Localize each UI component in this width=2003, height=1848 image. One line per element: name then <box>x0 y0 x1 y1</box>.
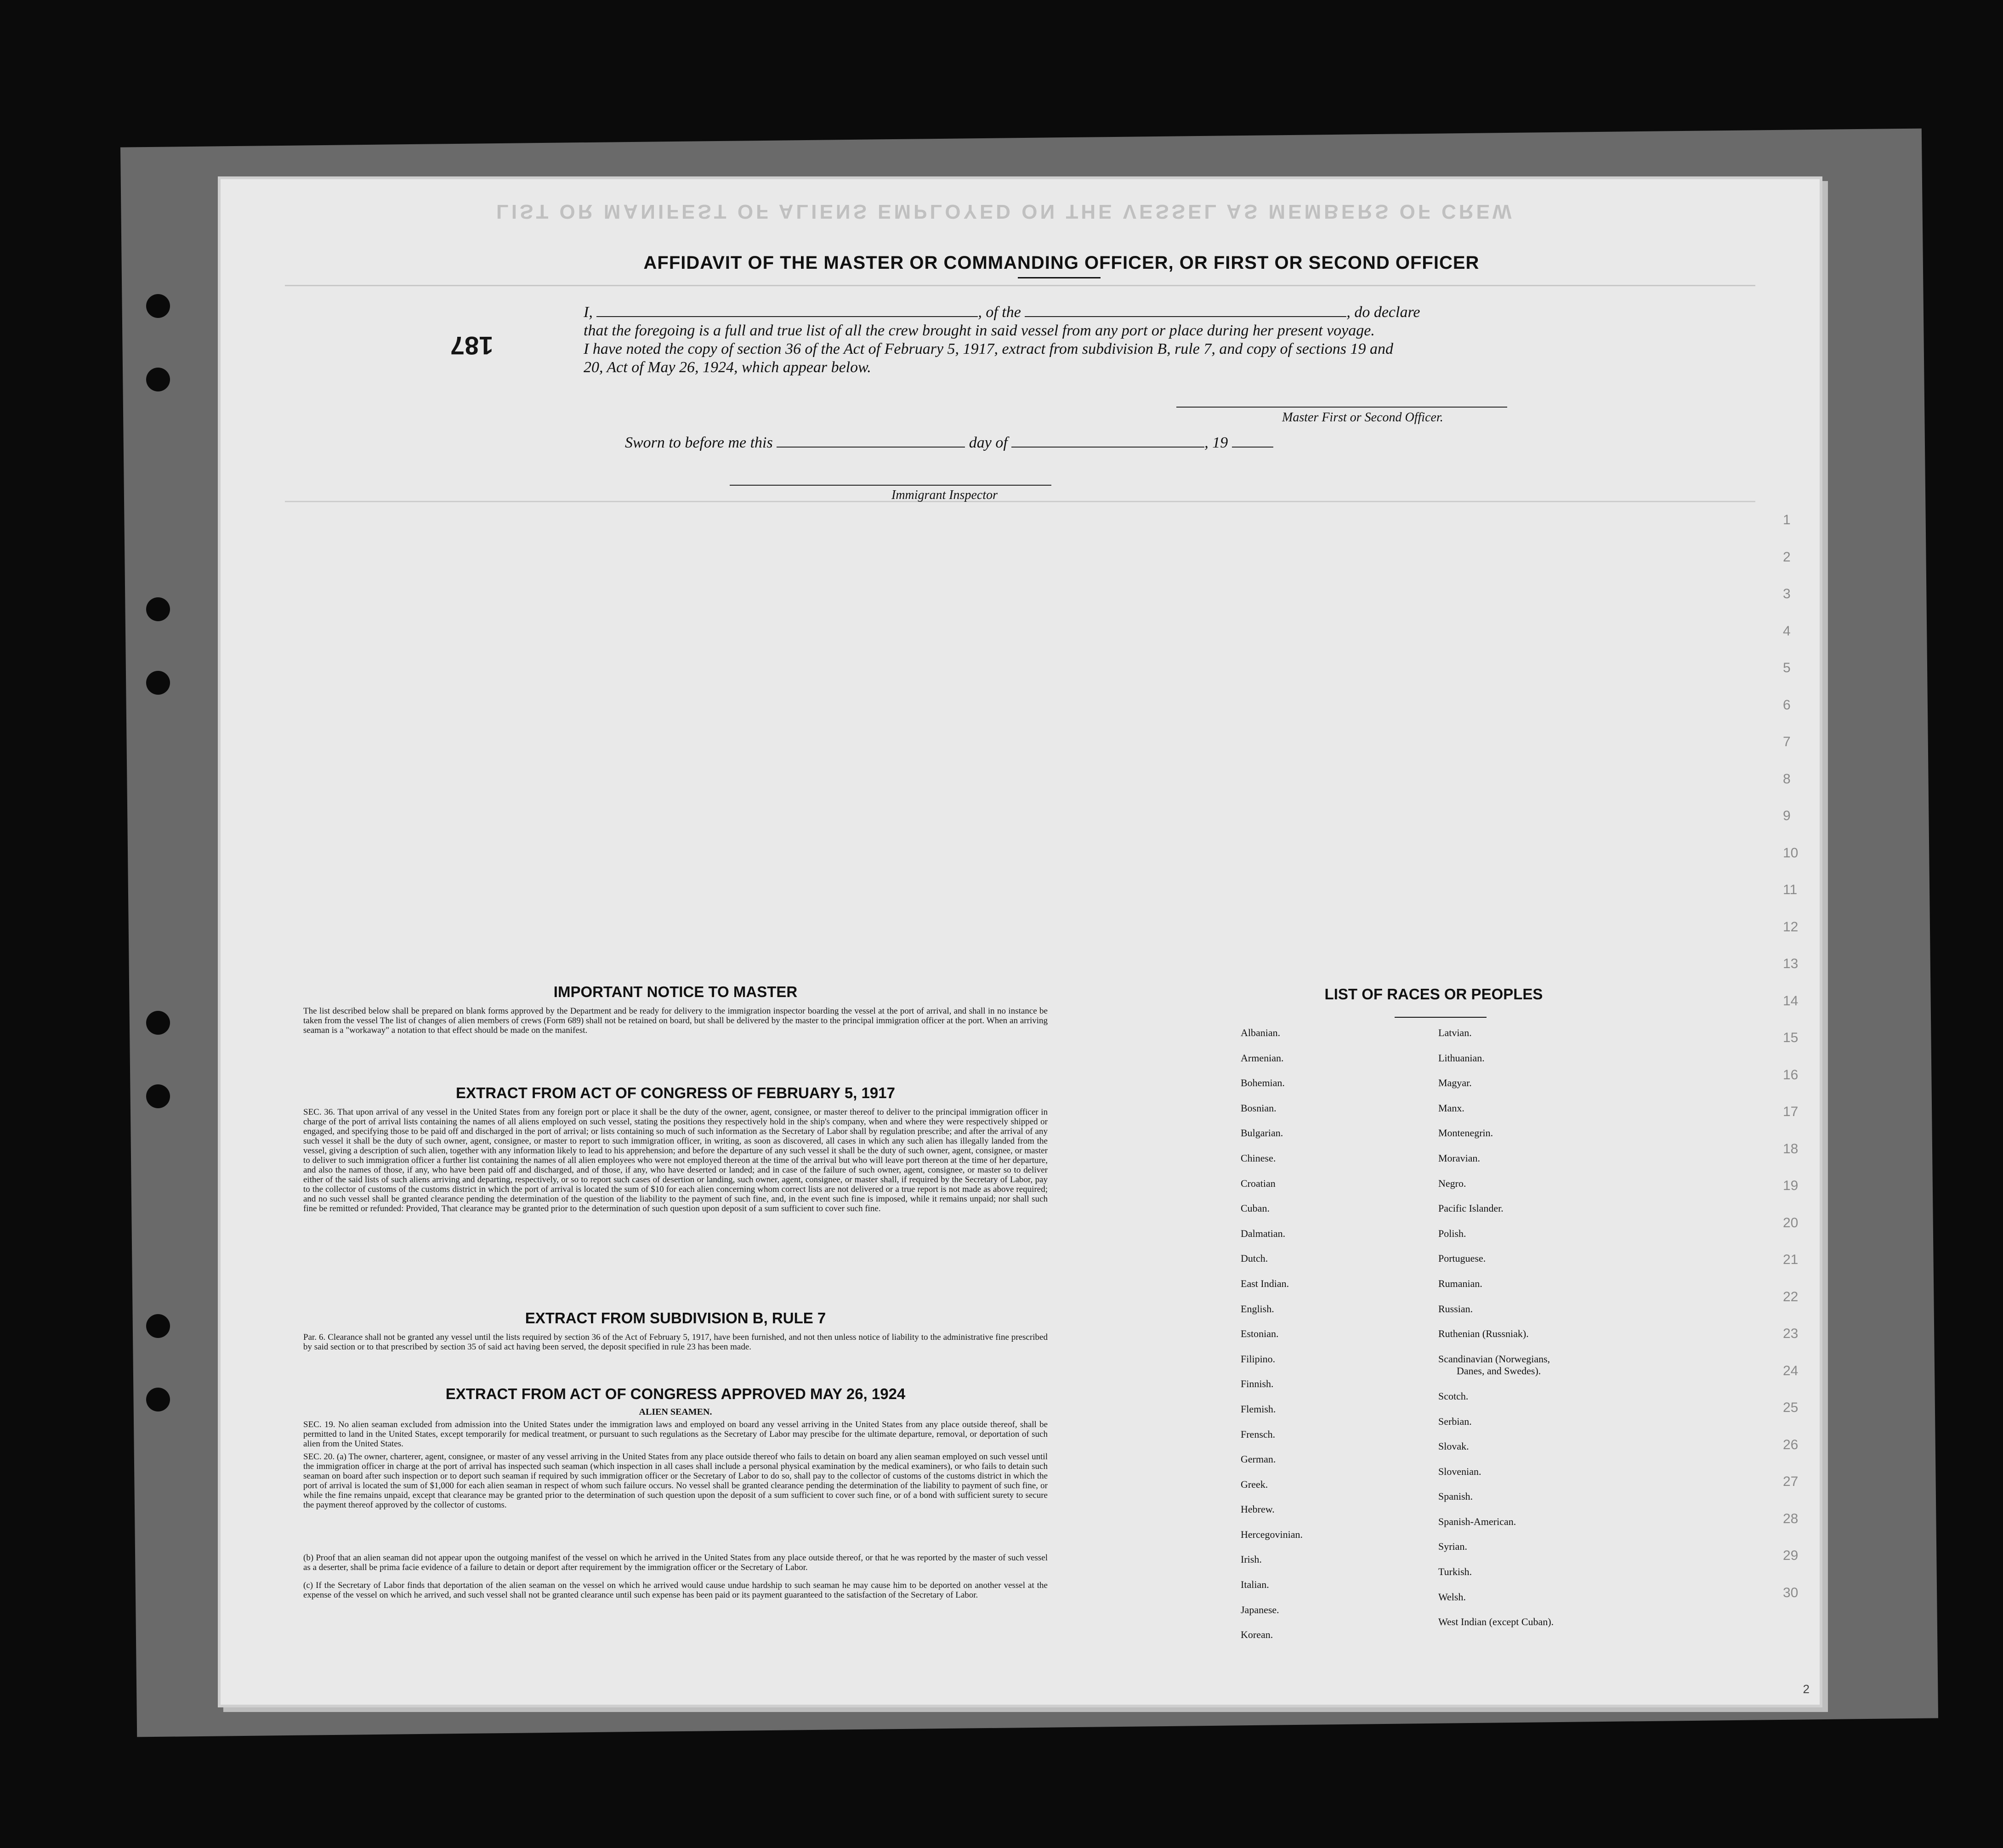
race-item: Spanish-American. <box>1438 1515 1516 1527</box>
do-declare-label: , do declare <box>1346 304 1420 321</box>
declaration <box>584 303 1553 377</box>
binder-holes <box>146 294 165 1581</box>
race-item: Portuguese. <box>1438 1253 1486 1264</box>
declaration-line-2: that the foregoing is a full and true list of all the crew brought in said vessel from any port or place during her present voyage. <box>584 322 1375 339</box>
binder-hole <box>146 294 170 318</box>
race-item: Estonian. <box>1241 1328 1279 1340</box>
sworn-day-blank[interactable] <box>777 447 965 448</box>
row-number: 29 <box>1783 1548 1799 1563</box>
day-of-label: day of <box>969 434 1008 451</box>
race-item: English. <box>1241 1303 1274 1315</box>
extract-rule7-text: Par. 6. Clearance shall not be granted any vessel until the lists required by section 36 of the Act of February 5, 1917, have been furnished, and not then unless notice of liability to the administrative fine prescribed by said section or to that prescribed by section 35 of said act having been served, the deposit specified in rule 23 has been made. <box>303 1332 1048 1352</box>
sworn-year-blank[interactable] <box>1232 447 1273 448</box>
race-item: Montenegrin. <box>1438 1127 1493 1139</box>
race-item: Irish. <box>1241 1553 1262 1565</box>
sworn-label: Sworn to before me this <box>625 434 773 451</box>
row-number: 23 <box>1783 1326 1799 1341</box>
row-number: 4 <box>1783 623 1791 639</box>
race-item: Spanish. <box>1438 1491 1473 1502</box>
row-number: 19 <box>1783 1178 1799 1193</box>
extract-1924-title: EXTRACT FROM ACT OF CONGRESS APPROVED MAY 26, 1924 <box>445 1385 906 1402</box>
extract-1924-sec20a: SEC. 20. (a) The owner, charterer, agent, consignee, or master of any vessel arriving in the United States from any place outside thereof who fails to detain on board any alien seaman employed on such vessel until the immigration officer in charge at the port of arrival has inspected such seaman (which inspection in all cases shall include a personal physical examination by the medical examiners), or who fails to detain such seaman on board after such inspection or to deport such seaman if required by such immigration officer or the Secretary of Labor to do so, shall pay to the collector of customs of the customs district in which the port of arrival is located the sum of $1,000 for each alien seaman in respect of whom such failure occurs. No vessel shall be granted clearance pending the determination of the liability to payment of such fine, or while the fine remains unpaid, except that clearance may be granted prior to the determination of such question upon the deposit of a sum sufficient to cover such fine, or of a bond with sufficient surety to secure the payment thereof approved by the collector of customs. <box>303 1452 1048 1510</box>
row-number: 11 <box>1783 882 1798 897</box>
race-item: Lithuanian. <box>1438 1052 1485 1064</box>
important-notice-text: The list described below shall be prepared on blank forms approved by the Department and be ready for delivery to the immigration inspector boarding the vessel at the port of arrival, and shall in no instance be taken from the vessel The list of changes of alien members of crews (Form 689) shall not be retained on board, but shall be delivered by the master to the principal immigration officer at the port. When an arriving seaman is a "workaway" a notation to that effect should be made on the manifest. <box>303 1006 1048 1035</box>
row-number: 7 <box>1783 734 1791 749</box>
race-item: Filipino. <box>1241 1353 1276 1365</box>
row-number: 17 <box>1783 1104 1799 1119</box>
row-number: 20 <box>1783 1215 1799 1230</box>
race-item: Polish. <box>1438 1227 1466 1239</box>
important-notice-title: IMPORTANT NOTICE TO MASTER <box>553 983 798 1000</box>
races-title-rule <box>1395 1017 1487 1018</box>
title-rule <box>1018 277 1101 278</box>
row-number: 30 <box>1783 1585 1799 1600</box>
race-item: Slovenian. <box>1438 1465 1481 1477</box>
row-number: 14 <box>1783 993 1799 1009</box>
row-number: 10 <box>1783 845 1799 861</box>
sworn-month-blank[interactable] <box>1011 447 1204 448</box>
row-number: 1 <box>1783 512 1791 527</box>
inspector-label: Immigrant Inspector <box>891 488 998 502</box>
binder-hole <box>146 1314 170 1338</box>
binder-hole <box>146 1011 170 1035</box>
row-number: 18 <box>1783 1141 1799 1156</box>
race-item: Welsh. <box>1438 1591 1466 1603</box>
bleed-through-rule <box>285 501 1755 502</box>
row-number: 15 <box>1783 1030 1799 1045</box>
race-item: Finnish. <box>1241 1378 1274 1390</box>
race-item: Scotch. <box>1438 1390 1469 1402</box>
extract-1924-subtitle: ALIEN SEAMEN. <box>639 1407 712 1417</box>
race-item: Hercegovinian. <box>1241 1528 1303 1540</box>
race-item: Scandinavian (Norwegians, <box>1438 1353 1550 1365</box>
row-number: 13 <box>1783 956 1799 971</box>
race-item: Italian. <box>1241 1579 1269 1591</box>
row-number: 22 <box>1783 1289 1799 1304</box>
row-number: 21 <box>1783 1252 1799 1267</box>
binder-hole <box>146 671 170 695</box>
margin-note: 2 <box>1803 1682 1810 1696</box>
race-item: Croatian <box>1241 1177 1276 1189</box>
signature-label: Master First or Second Officer. <box>1282 410 1443 425</box>
race-item: East Indian. <box>1241 1277 1289 1289</box>
binder-hole <box>146 1388 170 1412</box>
extract-1917-text: SEC. 36. That upon arrival of any vessel in the United States from any foreign port or place it shall be the duty of the owner, agent, consignee, or master thereof to deliver to the principal immigration officer in charge of the port of arrival lists containing the names of all aliens employed on such vessel, stating the positions they respectively hold in the ship's company, when and where they were respectively shipped or engaged, and specifying those to be paid off and discharged in the port of arrival; or lists containing so much of such information as the Secretary of Labor shall by regulation prescribe; and after the arrival of any such vessel it shall be the duty of such owner, agent, consignee, or master to report to such immigration officer, in writing, as soon as discovered, all cases in which any such alien has illegally landed from the vessel, giving a description of such alien, together with any information likely to lead to his apprehension; and before the departure of any such vessel it shall be the duty of such owner, agent, consignee, or master to deliver to such immigration officer a further list containing the names of all alien employees who were not employed thereon at the time of the arrival but who will leave port thereon at the time of her departure, and also the names of those, if any, who have been paid off and discharged, and of those, if any, who have deserted or landed; and in case of the failure of such owner, agent, consignee, or master so to deliver either of the said lists of such aliens arriving and departing, respectively, or so to report such cases of desertion or landing, such owner, agent, consignee, or master shall, if required by the Secretary of Labor, pay to the collector of customs of the customs district in which the port of arrival is located the sum of $10 for each alien concerning whom correct lists are not delivered or a true report is not made as above required; and no such vessel shall be granted clearance pending the determination of the question of the liability to the payment of such fine, and, in the event such fine is imposed, while it remains unpaid; nor shall such fine be remitted or refunded: Provided, That clearance may be granted prior to the determination of such question upon deposit of a sum sufficient to cover such fine. <box>303 1107 1048 1213</box>
master-name-blank[interactable] <box>596 316 978 317</box>
race-item: Latvian. <box>1438 1027 1472 1038</box>
race-item: Serbian. <box>1438 1415 1472 1427</box>
sworn-statement <box>625 434 1273 452</box>
race-item: Manx. <box>1438 1102 1464 1114</box>
race-item: Frensch. <box>1241 1428 1276 1440</box>
race-item: Albanian. <box>1241 1027 1281 1038</box>
sheet-stamp: 187 <box>450 331 494 360</box>
race-item: Magyar. <box>1438 1077 1472 1089</box>
races-right-column <box>1438 1027 1696 1641</box>
vessel-name-blank[interactable] <box>1025 316 1346 317</box>
row-number: 25 <box>1783 1400 1799 1415</box>
i-label: I, <box>584 304 593 321</box>
race-item: Ruthenian (Russniak). <box>1438 1328 1529 1340</box>
race-item: Greek. <box>1241 1478 1268 1490</box>
races-left-column <box>1241 1027 1406 1654</box>
race-item: Flemish. <box>1241 1403 1276 1415</box>
row-number: 16 <box>1783 1067 1799 1083</box>
race-item: Bohemian. <box>1241 1077 1285 1089</box>
race-item: Cuban. <box>1241 1202 1270 1214</box>
row-number: 12 <box>1783 919 1799 935</box>
race-item: Hebrew. <box>1241 1503 1275 1515</box>
race-item-continuation: Danes, and Swedes). <box>1457 1365 1541 1377</box>
binder-hole <box>146 1084 170 1108</box>
binder-hole <box>146 597 170 621</box>
race-item: Bulgarian. <box>1241 1127 1283 1139</box>
row-number: 5 <box>1783 660 1791 675</box>
race-item: Moravian. <box>1438 1152 1481 1164</box>
row-number: 9 <box>1783 808 1791 823</box>
bleed-through-header: LIST OR MANIFEST OF ALIENS EMPLOYED ON THE VESSEL AS MEMBERS OF CREW <box>496 200 1515 223</box>
race-item: Korean. <box>1241 1629 1273 1641</box>
race-item: Armenian. <box>1241 1052 1284 1064</box>
extract-1924-sec19: SEC. 19. No alien seaman excluded from admission into the United States under the immigration laws and employed on board any vessel arriving in the United States from any place outside thereof, shall be permitted to land in the United States, except temporarily for medical treatment, or pursuant to such regulations as the Secretary of Labor may prescibe for the ultimate departure, removal, or deportation of such alien from the United States. <box>303 1420 1048 1449</box>
extract-1917-title: EXTRACT FROM ACT OF CONGRESS OF FEBRUARY 5, 1917 <box>456 1084 895 1101</box>
manifest-page <box>221 179 1820 1705</box>
race-item: Dalmatian. <box>1241 1227 1286 1239</box>
extract-1924-sec20b: (b) Proof that an alien seaman did not appear upon the outgoing manifest of the vessel on which he arrived in the United States from any place outside thereof, or that he was reported by the master of such vessel as a deserter, shall be prima facie evidence of a failure to detain or deport after requirement by the immigration officer or the Secretary of Labor. <box>303 1553 1048 1572</box>
race-item: Negro. <box>1438 1177 1466 1189</box>
race-item: Turkish. <box>1438 1566 1472 1578</box>
race-item: Pacific Islander. <box>1438 1202 1504 1214</box>
affidavit-title: AFFIDAVIT OF THE MASTER OR COMMANDING OFFICER, OR FIRST OR SECOND OFFICER <box>643 253 1480 273</box>
declaration-line-3: I have noted the copy of section 36 of the Act of February 5, 1917, extract from subdivision B, rule 7, and copy of sections 19 and <box>584 340 1394 357</box>
of-the-label: , of the <box>978 304 1021 321</box>
signature-line[interactable] <box>1176 407 1507 408</box>
row-number: 3 <box>1783 586 1791 601</box>
declaration-line-1 <box>584 303 1553 322</box>
race-item: West Indian (except Cuban). <box>1438 1616 1554 1628</box>
row-number: 27 <box>1783 1474 1799 1489</box>
row-number: 26 <box>1783 1437 1799 1452</box>
race-item: Bosnian. <box>1241 1102 1277 1114</box>
race-item: Dutch. <box>1241 1253 1268 1264</box>
row-number: 24 <box>1783 1363 1799 1378</box>
extract-rule7-title: EXTRACT FROM SUBDIVISION B, RULE 7 <box>525 1309 826 1326</box>
inspector-signature-line[interactable] <box>730 485 1051 486</box>
declaration-line-4: 20, Act of May 26, 1924, which appear below. <box>584 359 871 376</box>
bleed-through-rule <box>285 285 1755 286</box>
race-item: German. <box>1241 1453 1276 1465</box>
row-number: 28 <box>1783 1511 1799 1526</box>
race-item: Slovak. <box>1438 1440 1469 1452</box>
row-number: 6 <box>1783 697 1791 713</box>
race-item: Japanese. <box>1241 1604 1279 1616</box>
race-item: Syrian. <box>1438 1541 1467 1553</box>
binder-hole <box>146 368 170 391</box>
races-title: LIST OF RACES OR PEOPLES <box>1324 986 1543 1003</box>
row-number: 2 <box>1783 549 1791 565</box>
row-number: 8 <box>1783 771 1791 787</box>
extract-1924-sec20c: (c) If the Secretary of Labor finds that deportation of the alien seaman on the vessel on which he arrived would cause undue hardship to such seaman he may cause him to be deported on another vessel at the expense of the vessel on which he arrived, and such vessel shall not be granted clearance until such expense has been paid or its payment guaranteed to the satisfaction of the Secretary of Labor. <box>303 1581 1048 1600</box>
race-item: Chinese. <box>1241 1152 1276 1164</box>
race-item: Russian. <box>1438 1303 1473 1315</box>
race-item: Rumanian. <box>1438 1277 1482 1289</box>
year-label: , 19 <box>1204 434 1228 451</box>
